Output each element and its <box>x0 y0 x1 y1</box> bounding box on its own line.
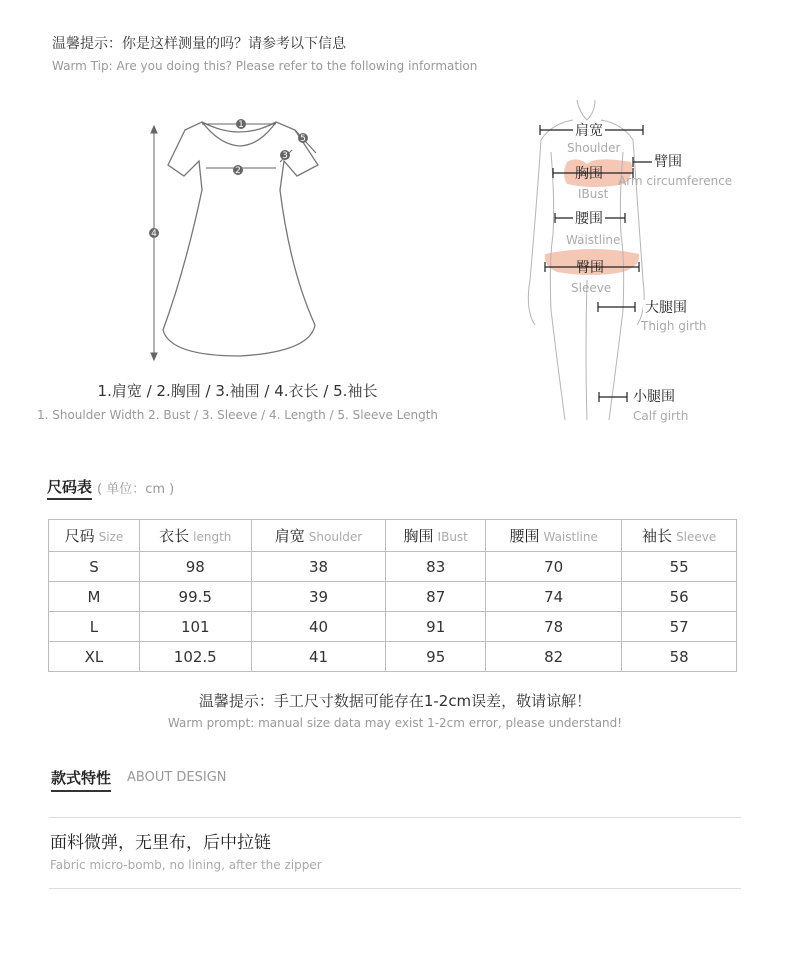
svg-text:3: 3 <box>282 151 288 161</box>
shoulder-label: 肩宽 <box>575 123 603 139</box>
table-cell: 83 <box>386 552 486 582</box>
design-subtitle: ABOUT DESIGN <box>127 770 227 785</box>
table-cell: 39 <box>251 582 386 612</box>
table-cell: 41 <box>251 642 386 672</box>
hip-label: 臀围 <box>576 260 604 276</box>
table-cell: 99.5 <box>139 582 251 612</box>
thigh-label-en: Thigh girth <box>641 319 707 333</box>
svg-text:5: 5 <box>300 134 306 144</box>
table-header-row <box>49 520 737 552</box>
divider <box>49 817 741 818</box>
header-shoulder: 肩宽 Shoulder <box>251 520 386 552</box>
calf-label: 小腿围 <box>633 389 675 405</box>
header-sleeve: 袖长 Sleeve <box>622 520 737 552</box>
table-cell: 102.5 <box>139 642 251 672</box>
shoulder-label-en: Shoulder <box>567 141 621 155</box>
table-row <box>49 552 737 582</box>
table-cell: 56 <box>622 582 737 612</box>
arm-label: 臂围 <box>654 154 682 170</box>
table-cell: 40 <box>251 612 386 642</box>
inner-leg <box>586 280 587 420</box>
dress-diagram <box>140 110 340 366</box>
divider <box>49 888 741 889</box>
table-row <box>49 642 737 672</box>
svg-text:4: 4 <box>151 229 157 239</box>
table-cell: S <box>49 552 140 582</box>
arm-label-en: Arm circumference <box>618 174 733 188</box>
bust-label: 胸围 <box>575 166 603 182</box>
size-table <box>48 519 737 672</box>
hip-label-en: Sleeve <box>571 281 612 295</box>
dress-outline <box>163 122 318 356</box>
header-waist: 腰围 Waistline <box>486 520 622 552</box>
table-cell: L <box>49 612 140 642</box>
fabric-description: 面料微弹，无里布，后中拉链 <box>50 833 271 853</box>
table-cell: 57 <box>622 612 737 642</box>
bust-label-en: IBust <box>578 187 609 201</box>
table-cell: 38 <box>251 552 386 582</box>
thigh-label: 大腿围 <box>645 300 687 316</box>
table-cell: 95 <box>386 642 486 672</box>
table-row <box>49 582 737 612</box>
table-cell: 58 <box>622 642 737 672</box>
design-title: 款式特性 <box>51 767 111 792</box>
header-length: 衣长 length <box>139 520 251 552</box>
table-cell: 87 <box>386 582 486 612</box>
table-cell: 78 <box>486 612 622 642</box>
table-cell: 55 <box>622 552 737 582</box>
table-row <box>49 612 737 642</box>
waist-label-en: Waistline <box>566 233 621 247</box>
svg-text:1: 1 <box>238 120 244 130</box>
size-chart-unit: ( 单位：cm ) <box>97 482 175 497</box>
fabric-description-en: Fabric micro-bomb, no lining, after the zipper <box>50 858 322 872</box>
table-cell: 82 <box>486 642 622 672</box>
table-cell: 91 <box>386 612 486 642</box>
error-note-en: Warm prompt: manual size data may exist 1-2cm error, please understand! <box>167 716 623 730</box>
error-note: 温馨提示：手工尺寸数据可能存在1-2cm误差，敬请谅解！ <box>198 692 592 710</box>
tip-subtitle: Warm Tip: Are you doing this? Please refer to the following information <box>52 59 478 73</box>
size-chart-title: 尺码表 <box>47 476 92 500</box>
table-cell: 101 <box>139 612 251 642</box>
table-cell: 98 <box>139 552 251 582</box>
calf-label-en: Calf girth <box>633 409 689 423</box>
left-side <box>550 152 565 420</box>
svg-text:2: 2 <box>235 166 241 176</box>
header-bust: 胸围 IBust <box>386 520 486 552</box>
table-cell: 74 <box>486 582 622 612</box>
table-cell: M <box>49 582 140 612</box>
tip-title: 温馨提示：你是这样测量的吗？请参考以下信息 <box>52 36 346 52</box>
header-size: 尺码 Size <box>49 520 140 552</box>
table-cell: XL <box>49 642 140 672</box>
waist-label: 腰围 <box>575 211 603 227</box>
dress-legend-cn: 1.肩宽 / 2.胸围 / 3.袖围 / 4.衣长 / 5.袖长 <box>97 382 378 400</box>
dress-legend-en: 1. Shoulder Width 2. Bust / 3. Sleeve / 4. Length / 5. Sleeve Length <box>36 408 439 422</box>
table-cell: 70 <box>486 552 622 582</box>
neck <box>577 100 595 120</box>
